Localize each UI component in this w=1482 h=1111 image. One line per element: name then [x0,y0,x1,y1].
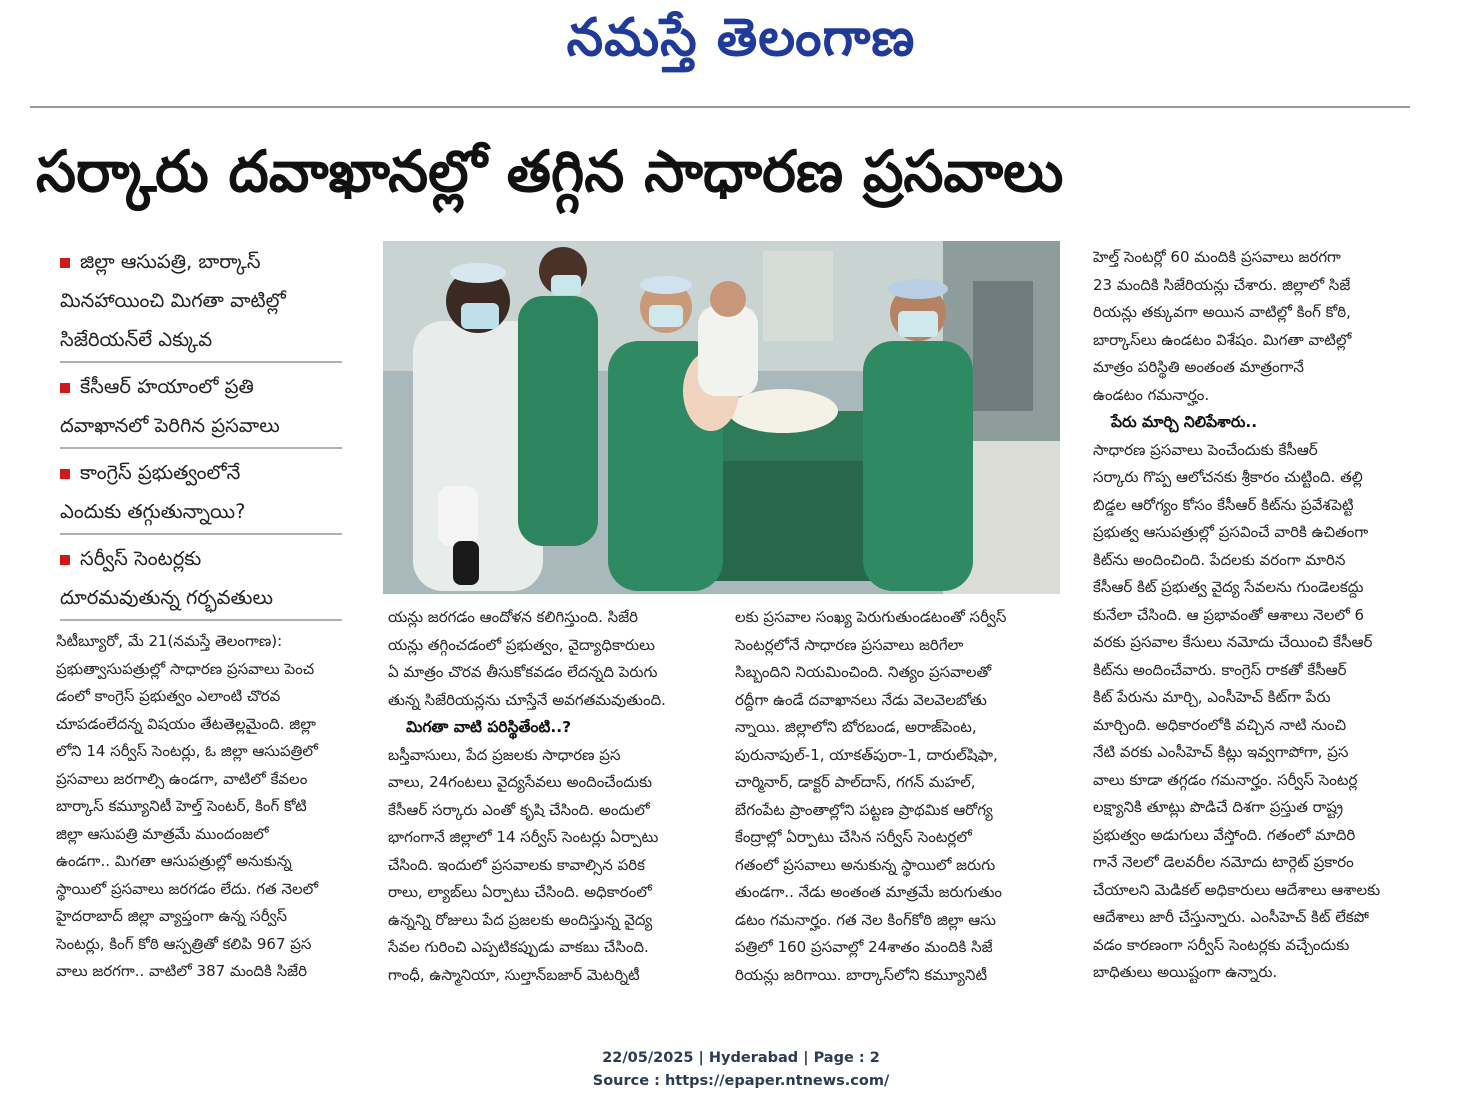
article-line: సిబ్బందిని నియమించింది. నిత్యం ప్రసవాలతో [735,663,992,681]
bullet-icon [60,258,70,268]
article-line: ప్రభుత్వ ఆసుపత్రుల్లో ప్రసవించే వారికి ఉచితంగా [1093,523,1369,541]
article-line: చార్మినార్, డాక్టర్ పాల్‌దాస్, గగన్ మహల్, [735,773,976,791]
article-line: లకు ప్రసవాల సంఖ్య పెరుగుతుండటంతో సర్వీస్ [735,608,1007,626]
article-line: మార్చింది. అధికారంలోకి వచ్చిన నాటి నుంచి [1093,715,1347,734]
article-line: న్నాయి. జిల్లాలోని బోరబండ, అరాజ్‌పెంట, [735,718,977,736]
article-line: బార్కాస్ కమ్యూనిటీ హెల్త్ సెంటర్, కింగ్ కోటి [56,797,307,815]
article-line: వాలు, 24గంటలు వైద్యసేవలు అందించేందుకు [388,773,653,791]
article-line: 23 మందికి సిజేరియన్లు చేశారు. జిల్లాలో సిజే [1093,275,1351,294]
news-photo [383,241,1060,594]
article-line: గతంలో ప్రసవాలు అనుకున్న స్థాయిలో జరుగు [735,855,996,874]
article-line: పత్రిలో 160 ప్రసవాల్లో 24శాతం మందికి సిజే [735,938,993,956]
article-line: సిటీబ్యూరో, మే 21(నమస్తే తెలంగాణ): [56,632,283,650]
article-line: స్థాయిలో ప్రసవాలు జరగడం లేదు. గత నెలలో [56,879,319,898]
article-line: హెల్త్ సెంటర్లో 60 మందికి ప్రసవాలు జరగగా [1093,248,1341,266]
highlight-line: సర్వీస్ సెంటర్లకు [80,547,202,570]
article-line: ప్రసవాలు జరగాల్సి ఉండగా, వాటిలో కేవలం [56,769,308,788]
article-line: కిట్‌ను అందించేవారు. కాంగ్రెస్ రాకతో కేసీఆర్ [1093,660,1347,679]
article-column-1 [56,628,356,986]
article-line: డంలో కాంగ్రెస్ ప్రభుత్వం ఎలాంటి చొరవ [56,687,281,705]
article-line: చేయాలని మెడికల్ అధికారులు ఆదేశాలు ఆశాలకు [1093,880,1381,899]
highlight-line: దవాఖానలో పెరిగిన ప్రసవాలు [60,414,280,437]
article-line: సాధారణ ప్రసవాలు పెంచేందుకు కేసీఆర్ [1093,440,1318,459]
article-line: డటం గమనార్హం. గత నెల కింగ్‌కోఠి జిల్లా ఆసు [735,910,996,929]
highlights-box [60,242,342,625]
highlight-line: దూరమవుతున్న గర్భవతులు [60,586,274,609]
article-column-2 [388,604,718,989]
article-line: చూపడంలేదన్న విషయం తేటతెల్లమైంది. జిల్లా [56,714,316,733]
article-line: రియన్లు జరిగాయి. బార్కాస్‌లోని కమ్యూనిటీ [735,965,988,984]
article-line: బిడ్డల ఆరోగ్యం కోసం కేసీఆర్ కిట్‌ను ప్రవేశపెట్టి [1093,495,1354,514]
operating-room-photo [383,241,1060,594]
article-line: కునేలా చేసింది. ఆ ప్రభావంతో ఆశాలు నెలలో 6 [1093,605,1365,624]
article-line: చేసింది. ఇందులో ప్రసవాలకు కావాల్సిన పరిక [388,855,645,874]
article-line: గాంధీ, ఉస్మానియా, సుల్తాన్‌బజార్ మెటర్నిటీ [388,965,640,984]
article-line: సెంటర్లలోనే సాధారణ ప్రసవాలు జరిగేలా [735,635,964,654]
highlight-line: సిజేరియన్‌లే ఎక్కువ [60,328,213,351]
highlight-line: ఎందుకు తగ్గుతున్నాయి? [60,500,246,523]
article-line: యన్లు జరగడం ఆందోళన కలిగిస్తుంది. సిజేరి [388,608,639,626]
article-line: ఉండగా.. మిగతా ఆసుపత్రుల్లో అనుకున్న [56,852,292,870]
article-line: బాధితులు అయిష్టంగా ఉన్నారు. [1093,963,1278,981]
article-line: తుండగా.. నేడు అంతంత మాత్రమే జరుగుతుం [735,883,1003,901]
article-line: వాలు జరగగా.. వాటిలో 387 మందికి సిజేరి [56,962,307,980]
highlight-line: మినహాయించి మిగతా వాటిల్లో [60,289,286,312]
article-line: మాత్రం పరిస్థితి అంతంత మాత్రంగానే [1093,358,1304,376]
highlight-item [60,453,342,535]
article-line: ఏ మాత్రం చొరవ తీసుకోకవడం లేదన్నది పెరుగు [388,663,658,681]
article-line: సేవల గురించి ఎప్పటికప్పుడు వాకబు చేసింది. [388,938,649,956]
masthead: నమస్తే తెలంగాణ [566,8,916,68]
article-line: బేగంపేట ప్రాంతాల్లోని పట్టణ ప్రాథమిక ఆరోగ్య [735,800,993,819]
bullet-icon [60,469,70,479]
article-line: కేసీఆర్ కిట్ ప్రభుత్వ వైద్య సేవలను గుండెలకద్దు [1093,578,1364,596]
article-column-3 [735,604,1065,989]
article-line: కిట్‌ను అందించింది. పేదలకు వరంగా మారిన [1093,550,1346,569]
article-line: నేటి వరకు ఎంసీహెచ్ కిట్లు ఇవ్వగాపోగా, ప్రస [1093,743,1349,761]
article-line: ఉండటం గమనార్హం. [1093,385,1210,404]
article-line: గానే నెలలో డెలవరీల నమోదు టార్గెట్ ప్రకారం [1093,853,1354,871]
highlight-item [60,367,342,449]
article-line: ప్రభుత్వాసుపత్రుల్లో సాధారణ ప్రసవాలు పెంచ [56,659,315,678]
footer-date-line: 22/05/2025 | Hyderabad | Page : 2 [602,1050,880,1066]
article-line: జిల్లా ఆసుపత్రి మాత్రమే ముందంజలో [56,824,269,843]
highlight-item [60,539,342,621]
article-line: ఆదేశాలు జారీ చేస్తున్నారు. ఎంసీహెచ్ కిట్ లేకపో [1093,908,1369,926]
article-line: రియన్లు తక్కువగా అయిన వాటిల్లో కింగ్ కోఠి, [1093,303,1351,321]
article-line: వడం కారణంగా సర్వీస్ సెంటర్లకు వచ్చేందుకు [1093,935,1350,954]
article-line: హైదరాబాద్ జిల్లా వ్యాప్తంగా ఉన్న సర్వీస్ [56,907,288,925]
article-line: కేంద్రాల్లో ఏర్పాటు చేసిన సర్వీస్ సెంటర్లలో [735,828,972,846]
article-line: లక్ష్యానికి తూట్లు పొడిచే దిశగా ప్రస్తుత రాష్ట్ర [1093,798,1344,816]
article-line: వరకు ప్రసవాల కేసులు నమోదు చేయించి కేసీఆర్ [1093,633,1373,651]
article-line: బార్కాస్‌లు ఉండటం విశేషం. మిగతా వాటిల్లో [1093,330,1352,349]
article-line: తున్న సిజేరియన్లను చూస్తేనే అవగతమవుతుంది. [388,690,666,709]
highlight-line: జిల్లా ఆసుపత్రి, బార్కాస్ [80,250,261,273]
subheading: మిగతా వాటి పరిస్థితేంటి..? [406,718,572,736]
headline: సర్కారు దవాఖానల్లో తగ్గిన సాధారణ ప్రసవాలు [36,139,1064,205]
article-line: భాగంగానే జిల్లాలో 14 సర్వీస్ సెంటర్లు ఏర్పాటు [388,828,659,846]
highlight-line: కాంగ్రెస్ ప్రభుత్వంలోనే [80,461,241,484]
article-line: సర్కారు గొప్ప ఆలోచనకు శ్రీకారం చుట్టింది. తల్లి [1093,468,1363,486]
highlight-line: కేసీఆర్ హయాంలో ప్రతి [80,375,254,398]
bullet-icon [60,555,70,565]
article-line: కిట్ పేరును మార్చి, ఎంసీహెచ్ కిట్‌గా పేరు [1093,688,1331,706]
bullet-icon [60,383,70,393]
article-line: పురునాపుల్-1, యాకత్‌పురా-1, దారుల్‌షిఫా, [735,745,998,764]
article-line: యన్లు తగ్గించడంలో ప్రభుత్వం, వైద్యాధికారులు [388,635,655,654]
subheading: పేరు మార్చి నిలిపేశారు.. [1111,413,1258,431]
article-line: రద్దీగా ఉండే దవాఖానలు నేడు వెలవెలబోతు [735,690,987,709]
highlight-item [60,242,342,363]
footer-source-line: Source : https://epaper.ntnews.com/ [592,1073,890,1089]
article-line: సెంటర్లు, కింగ్ కోఠి ఆస్పత్రితో కలిపి 967 ప్రస [56,934,312,953]
article-line: వాలు కూడా తగ్గడం గమనార్హం. సర్వీస్ సెంటర్ల [1093,770,1358,789]
article-line: బస్తీవాసులు, పేద ప్రజలకు సాధారణ ప్రస [388,745,621,764]
article-line: రాలు, ల్యాబ్‌లు ఏర్పాటు చేసింది. అధికారంలో [388,883,652,901]
article-column-4 [1093,244,1423,987]
article-line: లోని 14 సర్వీస్ సెంటర్లు, ఓ జిల్లా ఆసుపత్రిలో [56,742,318,760]
article-line: ఉన్నన్ని రోజులు పేద ప్రజలకు అందిస్తున్న వైద్య [388,910,653,929]
article-line: ప్రభుత్వం అడుగులు వేస్తోంది. గతంలో మాదిరి [1093,825,1356,844]
masthead-rule [30,106,1410,108]
article-line: కేసీఆర్ సర్కారు ఎంతో కృషి చేసింది. అందులో [388,800,650,819]
